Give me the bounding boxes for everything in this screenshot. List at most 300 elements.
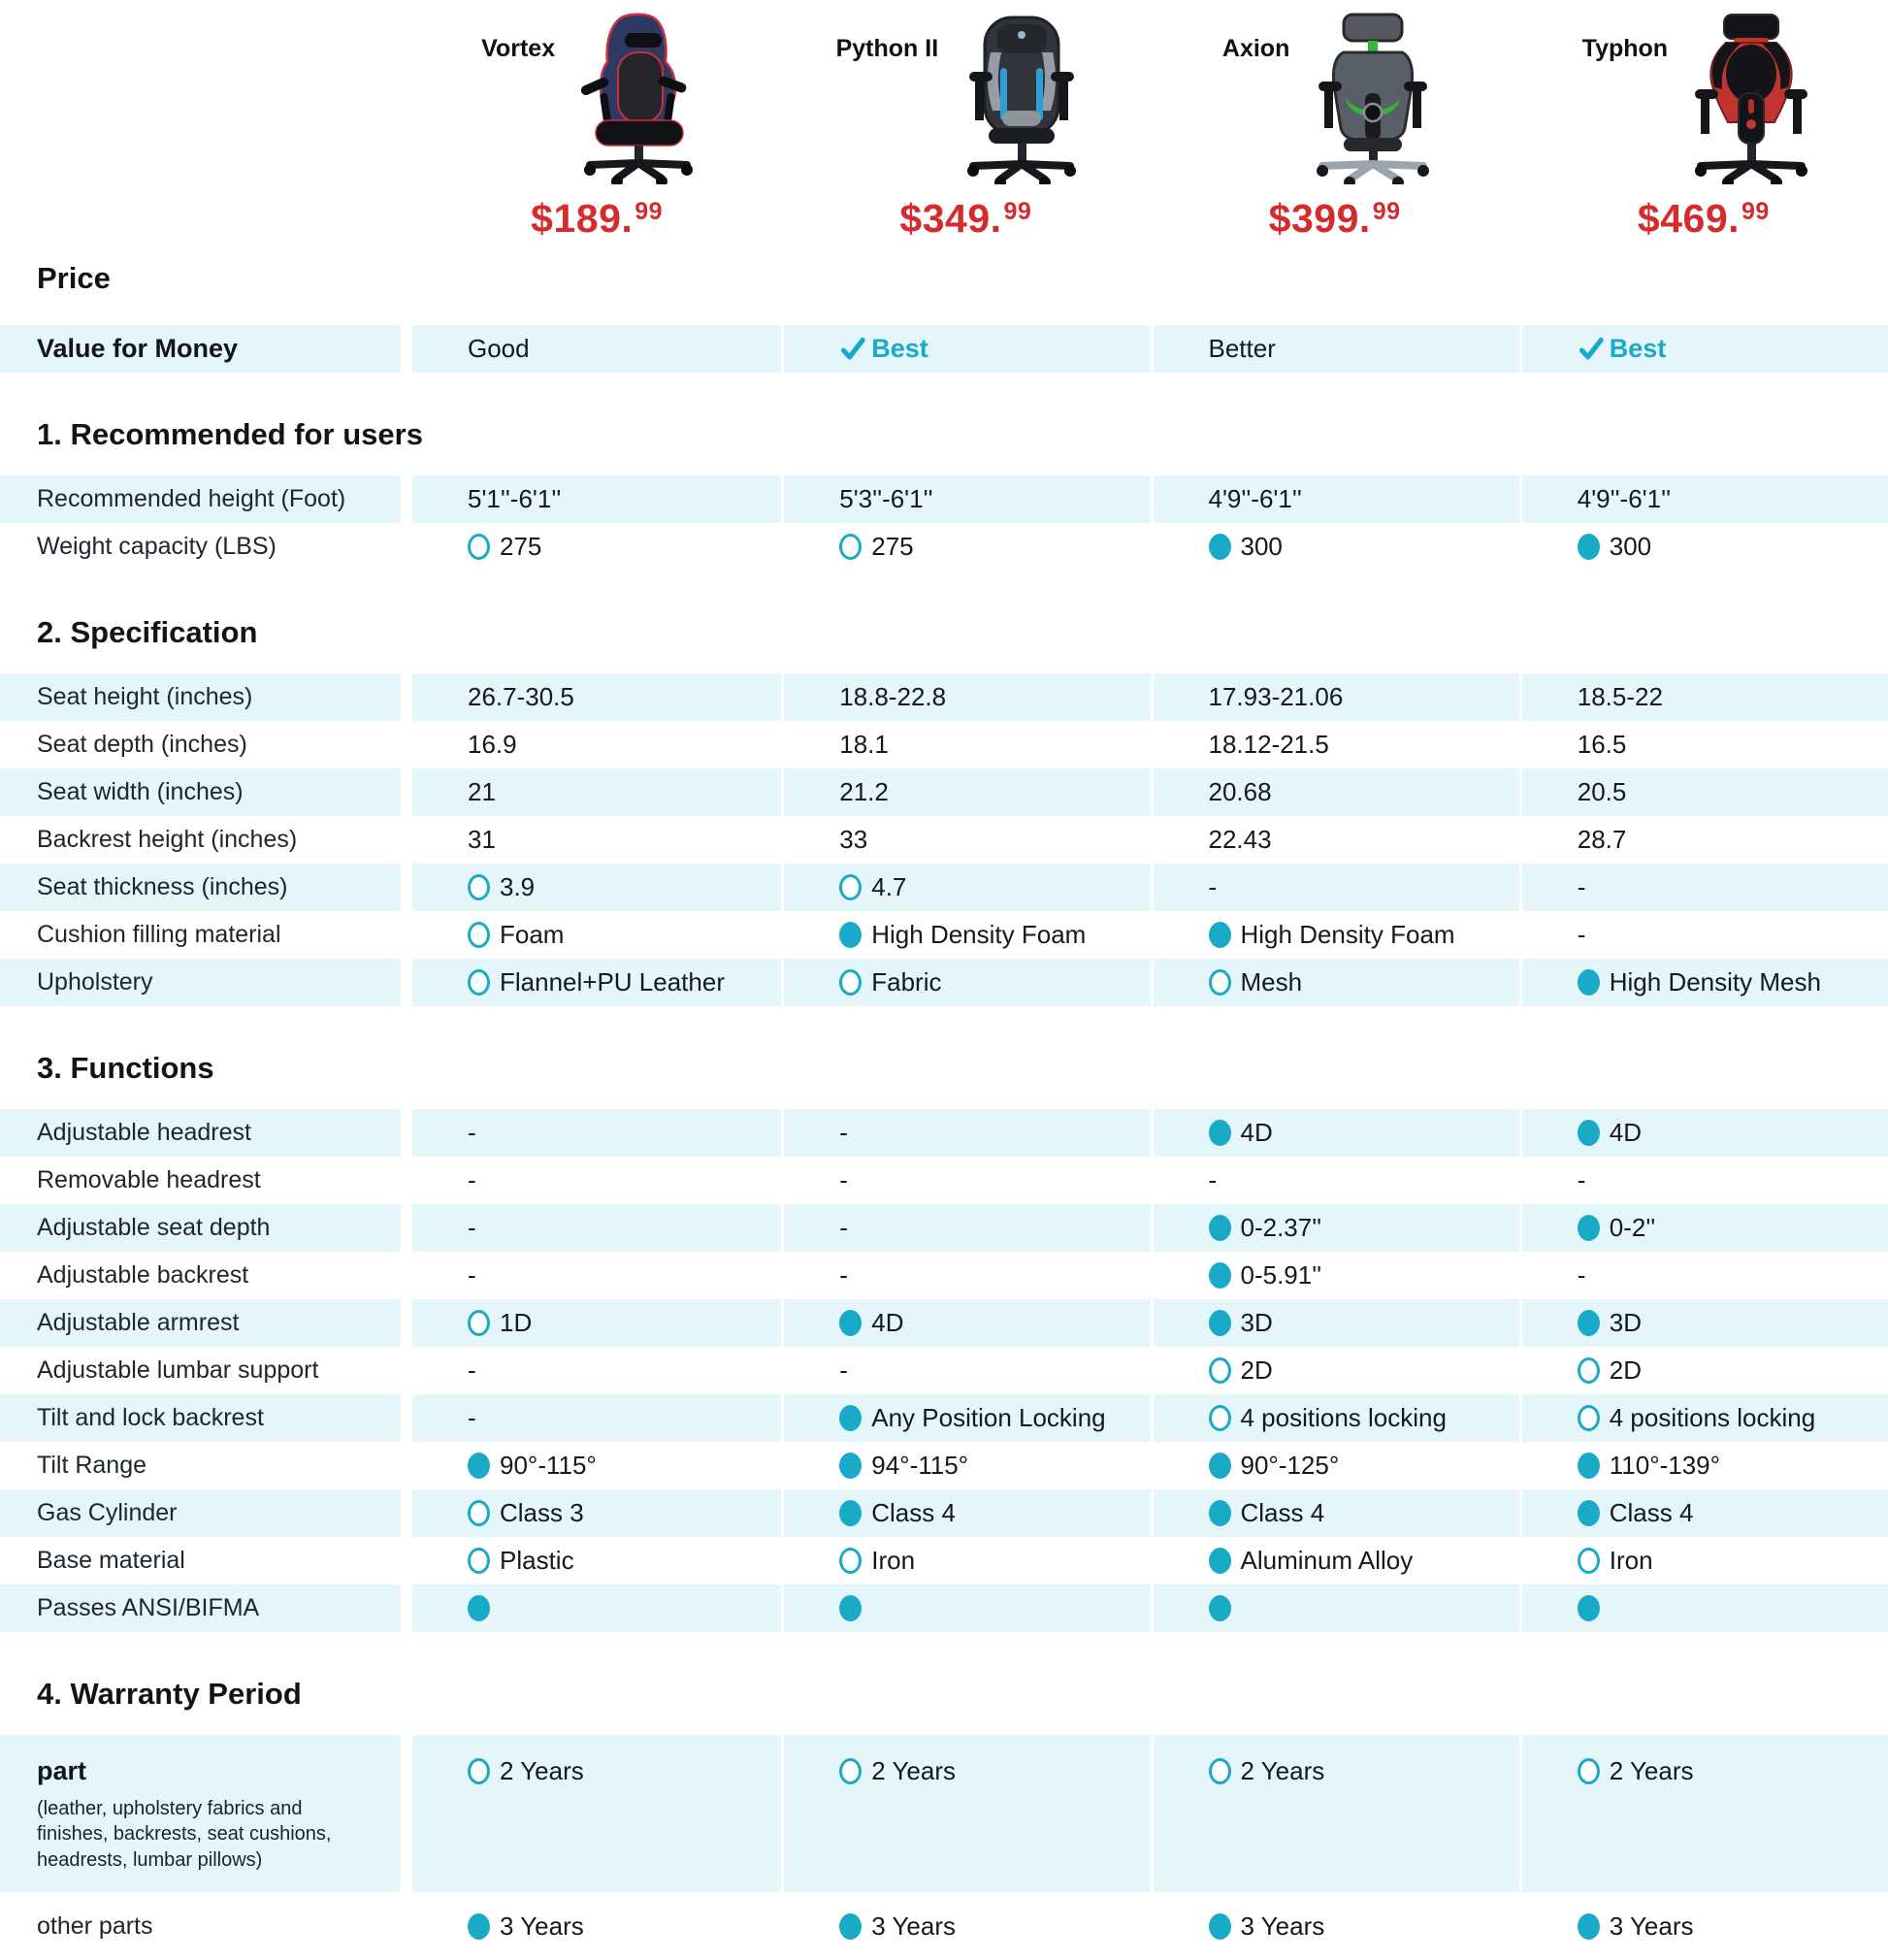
value-text: -	[468, 1165, 476, 1194]
column-gap	[401, 816, 412, 864]
row-label	[0, 1299, 401, 1347]
value-cell	[1151, 1252, 1519, 1299]
value	[468, 1911, 584, 1942]
value	[1578, 334, 1667, 364]
value	[1578, 1498, 1694, 1528]
row-label	[0, 864, 401, 911]
value	[468, 532, 541, 562]
best-badge: Best	[871, 334, 928, 363]
column-gap	[401, 1537, 412, 1584]
value	[468, 682, 574, 712]
column-gap	[401, 475, 412, 523]
value-cell	[1151, 1489, 1519, 1537]
price-cents: 99	[1372, 198, 1401, 225]
value	[1578, 967, 1821, 997]
value-text: 18.12-21.5	[1208, 730, 1329, 759]
value-text: 4'9''-6'1''	[1208, 484, 1302, 513]
value-text: 28.7	[1577, 825, 1627, 854]
value-cell	[1519, 475, 1888, 523]
filled-marker-icon	[468, 1595, 490, 1621]
value-cell	[1519, 911, 1888, 959]
filled-marker-icon	[839, 922, 862, 948]
value	[468, 1498, 584, 1528]
value-text: 0-2''	[1609, 1213, 1656, 1242]
value-cell	[412, 475, 781, 523]
value-cell	[781, 523, 1150, 571]
value-cell	[1151, 1109, 1519, 1157]
value-cell	[412, 673, 781, 721]
column-gap	[401, 325, 412, 373]
price-main: $399.	[1268, 196, 1371, 241]
price-cents: 99	[1003, 198, 1032, 225]
table-row	[0, 768, 1888, 816]
filled-marker-icon	[1209, 922, 1231, 948]
value-cell	[1151, 911, 1519, 959]
product-header-axion[interactable]	[1222, 12, 1447, 196]
filled-marker-icon	[468, 1453, 490, 1479]
value-text: -	[839, 1356, 848, 1385]
column-gap	[401, 1442, 412, 1489]
value-text: Class 4	[1609, 1498, 1694, 1527]
value-text: -	[839, 1165, 848, 1194]
row-label-text: Tilt Range	[37, 1452, 147, 1479]
value-text: 33	[839, 825, 868, 854]
value	[1578, 1403, 1815, 1433]
value-text: 16.5	[1577, 730, 1627, 759]
value-cell	[1519, 1892, 1888, 1960]
value-cell	[781, 1537, 1150, 1584]
price-main: $469.	[1637, 196, 1741, 241]
product-price	[531, 196, 663, 242]
value	[1209, 777, 1272, 807]
value-cell	[412, 721, 781, 768]
open-marker-icon	[839, 874, 862, 900]
value-text: 300	[1609, 532, 1652, 561]
value-text: 2D	[1609, 1356, 1642, 1385]
section-heading: 1. Recommended for users	[37, 417, 423, 451]
filled-marker-icon	[1209, 1262, 1231, 1289]
value	[1578, 1451, 1720, 1481]
value	[839, 1403, 1105, 1433]
filled-marker-icon	[1578, 1453, 1600, 1479]
value-cell	[412, 1157, 781, 1204]
value-cell	[1151, 475, 1519, 523]
value	[1209, 1546, 1414, 1576]
value	[839, 967, 941, 997]
table-row	[0, 523, 1888, 571]
value-cell	[781, 721, 1150, 768]
value	[468, 920, 564, 950]
row-label	[0, 959, 401, 1006]
value	[468, 484, 561, 514]
value-text: -	[1208, 1165, 1218, 1194]
open-marker-icon	[468, 922, 490, 948]
value-cell	[412, 1109, 781, 1157]
filled-marker-icon	[1209, 1215, 1231, 1241]
value-cell	[781, 1584, 1150, 1632]
value-text: 2D	[1240, 1356, 1273, 1385]
row-label	[0, 1584, 401, 1632]
value-cell	[781, 1892, 1150, 1960]
value-text: 31	[468, 825, 496, 854]
value	[1209, 1213, 1322, 1243]
table-row	[0, 959, 1888, 1006]
value	[839, 920, 1086, 950]
value-text: -	[839, 1213, 848, 1242]
value	[1578, 532, 1651, 562]
value	[1209, 1308, 1273, 1338]
table-row	[0, 1892, 1888, 1960]
value	[1209, 1356, 1273, 1386]
table-row	[0, 1442, 1888, 1489]
row-label	[0, 1735, 401, 1892]
product-column-vortex	[412, 0, 781, 325]
value-text: 21.2	[839, 777, 889, 806]
value-text: 3 Years	[1240, 1911, 1325, 1941]
check-icon	[1578, 336, 1604, 362]
value	[1578, 1165, 1586, 1195]
row-label	[0, 475, 401, 523]
value	[1209, 967, 1303, 997]
value	[1209, 1403, 1447, 1433]
value-text: Aluminum Alloy	[1240, 1546, 1414, 1575]
value-cell	[1151, 1584, 1519, 1632]
filled-marker-icon	[839, 1453, 862, 1479]
value	[468, 872, 535, 902]
open-marker-icon	[468, 1310, 490, 1336]
value-text: 3D	[1609, 1308, 1642, 1337]
open-marker-icon	[1209, 1758, 1231, 1784]
open-marker-icon	[1578, 1548, 1600, 1574]
value-cell	[781, 1252, 1150, 1299]
open-marker-icon	[1578, 1357, 1600, 1384]
value	[839, 777, 889, 807]
column-gap	[401, 1489, 412, 1537]
value-cell	[1519, 816, 1888, 864]
row-label	[0, 523, 401, 571]
value	[1209, 1911, 1325, 1942]
row-label	[0, 1394, 401, 1442]
row-label	[0, 1204, 401, 1252]
value-for-money-label: Value for Money	[37, 334, 239, 363]
product-name: Python II	[835, 35, 939, 62]
value	[1209, 730, 1329, 760]
value-cell	[412, 1892, 781, 1960]
value-cell	[1151, 673, 1519, 721]
value-cell	[781, 325, 1150, 373]
value	[468, 1451, 597, 1481]
value	[1578, 872, 1586, 902]
table-header-row	[0, 0, 1888, 325]
value-cell	[1519, 1252, 1888, 1299]
price-cents: 99	[635, 198, 664, 225]
product-column-axion	[1151, 0, 1519, 325]
value-text: 5'3''-6'1''	[839, 484, 933, 513]
value-cell	[412, 1489, 781, 1537]
value	[1578, 1546, 1653, 1576]
value-cell	[781, 768, 1150, 816]
product-column-typhon	[1519, 0, 1888, 325]
filled-marker-icon	[1209, 1453, 1231, 1479]
filled-marker-icon	[839, 1310, 862, 1336]
value-text: 18.8-22.8	[839, 682, 947, 711]
value	[1209, 1165, 1218, 1195]
value-text: 300	[1240, 532, 1283, 561]
table-row	[0, 1735, 1888, 1892]
row-label	[0, 816, 401, 864]
value	[468, 1356, 476, 1386]
value	[1209, 872, 1218, 902]
filled-marker-icon	[839, 1595, 862, 1621]
filled-marker-icon	[1209, 1120, 1231, 1146]
open-marker-icon	[1209, 969, 1231, 996]
filled-marker-icon	[1578, 1595, 1600, 1621]
row-label-text: Seat depth (inches)	[37, 731, 247, 758]
value-text: 0-5.91''	[1240, 1260, 1322, 1290]
value-cell	[1519, 673, 1888, 721]
value-cell	[781, 1299, 1150, 1347]
value	[468, 1308, 532, 1338]
product-name: Vortex	[481, 35, 556, 62]
column-gap	[401, 1109, 412, 1157]
value-text: 18.5-22	[1577, 682, 1663, 711]
column-gap	[401, 1347, 412, 1394]
price-row-label	[0, 0, 401, 325]
open-marker-icon	[468, 969, 490, 996]
value	[1578, 777, 1627, 807]
value-text: 90°-115°	[500, 1451, 597, 1480]
value-text: 21	[468, 777, 496, 806]
row-label-text: Backrest height (inches)	[37, 826, 298, 853]
value	[839, 334, 928, 364]
row-label-text: other parts	[37, 1911, 153, 1940]
column-gap	[401, 864, 412, 911]
table-row	[0, 911, 1888, 959]
table-row	[0, 1489, 1888, 1537]
value-text: High Density Mesh	[1609, 967, 1821, 996]
product-header-python2[interactable]	[836, 12, 1096, 196]
section-heading: 4. Warranty Period	[37, 1677, 302, 1711]
value-text: Class 4	[1240, 1498, 1325, 1527]
filled-marker-icon	[1209, 1548, 1231, 1574]
row-label-text: Passes ANSI/BIFMA	[37, 1594, 260, 1621]
value	[1209, 532, 1283, 562]
filled-marker-icon	[1209, 1310, 1231, 1336]
open-marker-icon	[468, 1500, 490, 1526]
row-label-title: part	[37, 1756, 87, 1785]
table-row	[0, 1394, 1888, 1442]
row-label-text: Seat height (inches)	[37, 683, 253, 710]
row-label-text: Base material	[37, 1547, 185, 1574]
value-cell	[781, 911, 1150, 959]
value-cell	[1519, 1394, 1888, 1442]
filled-marker-icon	[1578, 534, 1600, 560]
value	[468, 1546, 574, 1576]
value-cell	[1151, 864, 1519, 911]
table-row	[0, 1347, 1888, 1394]
best-badge: Best	[1609, 334, 1667, 363]
value-cell	[412, 325, 781, 373]
value-cell	[781, 1489, 1150, 1537]
product-header-typhon[interactable]	[1582, 12, 1825, 196]
value	[468, 777, 496, 807]
product-price	[899, 196, 1031, 242]
value-text: 3 Years	[500, 1911, 584, 1941]
value	[839, 1260, 848, 1290]
row-label	[0, 1109, 401, 1157]
product-column-python2	[781, 0, 1150, 325]
value	[839, 1498, 956, 1528]
value-cell	[1519, 523, 1888, 571]
value-text: -	[1577, 1165, 1586, 1194]
value-text: Iron	[1609, 1546, 1653, 1575]
column-gap	[401, 1892, 412, 1960]
column-gap	[401, 1394, 412, 1442]
filled-marker-icon	[1209, 534, 1231, 560]
filled-marker-icon	[1578, 969, 1600, 996]
section-heading: 3. Functions	[37, 1051, 214, 1085]
value-cell	[412, 816, 781, 864]
value	[1209, 484, 1302, 514]
value-text: 0-2.37''	[1240, 1213, 1322, 1242]
row-label-text: Gas Cylinder	[37, 1499, 178, 1526]
row-label	[0, 1892, 401, 1960]
value-cell	[1519, 1157, 1888, 1204]
table-row	[0, 1109, 1888, 1157]
value	[839, 1911, 956, 1942]
value	[1209, 825, 1272, 855]
chair-image-python2	[940, 12, 1095, 184]
value	[1578, 1260, 1586, 1290]
row-label-text: Weight capacity (LBS)	[37, 533, 277, 560]
table-row	[0, 1537, 1888, 1584]
row-label	[0, 1347, 401, 1394]
filled-marker-icon	[468, 1913, 490, 1940]
value-text: 4.7	[871, 872, 907, 901]
chair-image-vortex	[557, 12, 712, 184]
value-text: -	[1577, 872, 1586, 901]
product-header-vortex[interactable]	[481, 12, 712, 196]
value-cell	[781, 864, 1150, 911]
value-cell	[1519, 1584, 1888, 1632]
value-text: 110°-139°	[1609, 1451, 1721, 1480]
value	[1578, 1595, 1610, 1621]
column-gap	[401, 1252, 412, 1299]
value	[1578, 920, 1586, 950]
value-text: High Density Foam	[871, 920, 1087, 949]
table-row	[0, 1204, 1888, 1252]
value	[1209, 334, 1276, 364]
column-gap	[401, 1299, 412, 1347]
value	[839, 1213, 848, 1243]
column-gap	[401, 959, 412, 1006]
open-marker-icon	[1209, 1405, 1231, 1431]
value-cell	[781, 1735, 1150, 1892]
value-cell	[1151, 1442, 1519, 1489]
value	[468, 1260, 476, 1290]
value-cell	[1151, 721, 1519, 768]
value-cell	[1519, 864, 1888, 911]
filled-marker-icon	[839, 1405, 862, 1431]
value	[1578, 1308, 1642, 1338]
value-cell	[781, 1347, 1150, 1394]
value-text: 16.9	[468, 730, 517, 759]
row-label	[0, 1537, 401, 1584]
row-label	[0, 1252, 401, 1299]
value-cell	[412, 768, 781, 816]
value	[1578, 1118, 1642, 1148]
value-cell	[412, 1204, 781, 1252]
value-text: 3 Years	[871, 1911, 956, 1941]
product-price	[1638, 196, 1770, 242]
row-label-text: Seat thickness (inches)	[37, 873, 288, 900]
value-cell	[412, 1442, 781, 1489]
column-gap	[401, 0, 412, 325]
open-marker-icon	[468, 874, 490, 900]
table-row	[0, 864, 1888, 911]
value-text: 4D	[1240, 1118, 1273, 1147]
row-label	[0, 1489, 401, 1537]
value-text: 4 positions locking	[1609, 1403, 1816, 1432]
value-text: 275	[871, 532, 914, 561]
value	[839, 484, 932, 514]
column-gap	[401, 673, 412, 721]
open-marker-icon	[468, 1758, 490, 1784]
value	[1209, 682, 1344, 712]
value	[468, 1756, 584, 1786]
value-cell	[781, 1394, 1150, 1442]
value	[468, 967, 725, 997]
row-label-text: Removable headrest	[37, 1166, 261, 1193]
value-cell	[412, 1584, 781, 1632]
value-text: Foam	[500, 920, 565, 949]
table-row	[0, 721, 1888, 768]
column-gap	[401, 523, 412, 571]
value	[468, 730, 517, 760]
value-cell	[412, 959, 781, 1006]
value-for-money-row	[0, 325, 1888, 373]
value-cell	[1519, 1442, 1888, 1489]
value-text: 17.93-21.06	[1208, 682, 1344, 711]
value-text: 4D	[871, 1308, 904, 1337]
row-label	[0, 325, 401, 373]
value	[839, 1595, 871, 1621]
table-row	[0, 673, 1888, 721]
value	[1578, 682, 1663, 712]
value	[1578, 825, 1627, 855]
open-marker-icon	[468, 1548, 490, 1574]
value-text: Fabric	[871, 967, 942, 996]
value-cell	[1151, 768, 1519, 816]
value	[839, 1118, 848, 1148]
value-text: Plastic	[500, 1546, 574, 1575]
column-gap	[401, 768, 412, 816]
row-label-text: Adjustable seat depth	[37, 1214, 271, 1241]
value-text: Flannel+PU Leather	[500, 967, 725, 996]
value-cell	[1519, 768, 1888, 816]
value	[839, 730, 889, 760]
value-text: -	[468, 1213, 476, 1242]
value-cell	[781, 1157, 1150, 1204]
value	[468, 1213, 476, 1243]
value	[468, 1595, 500, 1621]
value	[468, 1118, 476, 1148]
value-text: 4'9''-6'1''	[1577, 484, 1672, 513]
value-cell	[781, 1109, 1150, 1157]
value	[468, 334, 530, 364]
value	[1209, 1118, 1273, 1148]
value-cell	[1151, 1735, 1519, 1892]
